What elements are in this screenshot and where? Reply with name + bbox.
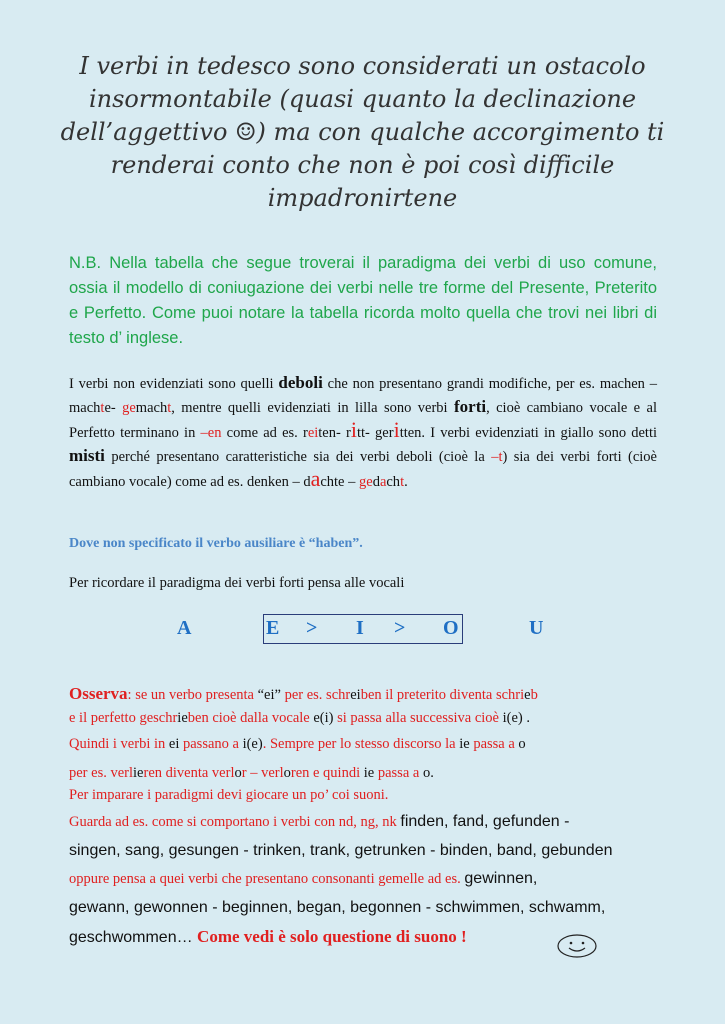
vowel-u: U	[529, 617, 544, 639]
nb-paragraph: N.B. Nella tabella che segue troverai il paradigma dei verbi di uso comune, ossia il modello di coniugazione dei verbi nelle tre forme del Presente, Preterito e Perfetto. Come puoi notare la tabella ricorda molto quella che trovi nei libri di testo d’ inglese.	[69, 254, 657, 347]
vowel-intro: Per ricordare il paradigma dei verbi forti pensa alle vocali	[69, 575, 405, 591]
osserva-label: Osserva	[69, 684, 128, 703]
deboli-term: deboli	[278, 373, 323, 392]
vowel-o: O	[443, 617, 459, 639]
misti-term: misti	[69, 445, 105, 465]
osserva-section: Osserva: se un verbo presenta “ei” per es. schreiben il preterito diventa schrieb e il perfetto geschrieben cioè dalla vocale e(i) si passa alla successiva cioè i(e) . Quindi i verbi in ei passano a i(e). Sempre per lo stesso discorso la ie passa a o per es. verlieren diventa verlor – verloren e quindi ie passa a o. Per imparare i paradigmi devi giocare un po’ coi suoni. Guarda ad es. come si comportano i verbi con nd, ng, nk finden, fand, gefunden - singen, sang, gesungen - trinken, trank, getrunken - binden, band, gebunden oppure pensa a quei verbi che presentano consonanti gemelle ad es. gewinnen, gewann, gewonnen - beginnen, began, begonnen - schwimmen, schwamm, geschwommen… Come vedi è solo questione di suono !	[69, 684, 613, 946]
smiley-icon	[557, 934, 597, 958]
vowel-a: A	[177, 617, 192, 639]
auxiliary-note: Dove non specificato il verbo ausiliare è “haben”.	[69, 536, 363, 551]
vowel-e: E	[266, 617, 280, 639]
intro-paragraph: I verbi non evidenziati sono quelli deboli che non presentano grandi modifiche, per es. machen – machte- gemacht, mentre quelli evidenziati in lilla sono verbi forti, cioè cambiano vocale e al Perfetto terminano in –en come ad es. reiten- ritt- geritten. I verbi evidenziati in giallo sono detti misti perché presentano caratteristiche sia dei verbi deboli (cioè la –t) sia dei verbi forti (cioè cambiano vocale) come ad es. denken – dachte – gedacht.	[69, 373, 658, 491]
vowel-arrow: >	[306, 617, 318, 639]
forti-term: forti	[454, 396, 487, 416]
vowel-i: I	[356, 617, 364, 639]
closing-remark: Come vedi è solo questione di suono !	[197, 927, 467, 946]
vowel-arrow: >	[394, 617, 406, 639]
page-title: I verbi in tedesco sono considerati un ostacolo insormontabile (quasi quanto la declinazione dell’aggettivo ☺) ma con qualche accorgimento ti renderai conto che non è poi così difficile impadronirtene	[60, 52, 665, 212]
